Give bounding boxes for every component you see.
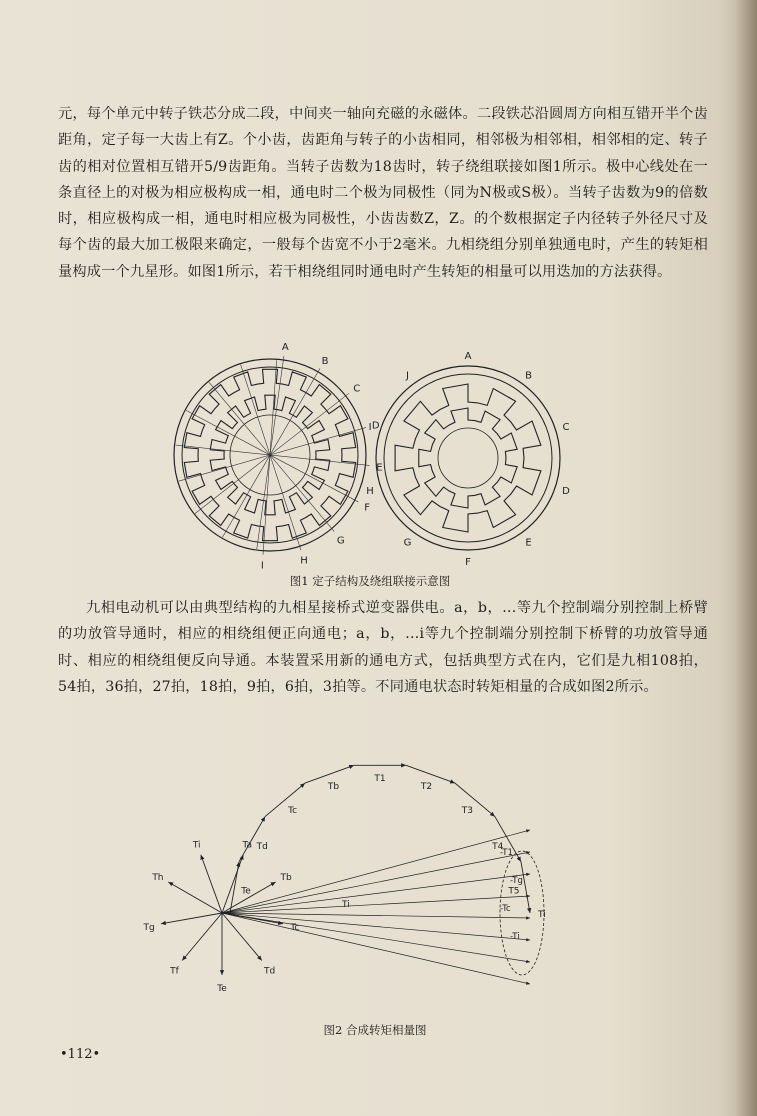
- arc-arrow-6: [406, 765, 455, 783]
- body-paragraph-1: 元，每个单元中转子铁芯分成二段，中间夹一轴向充磁的永磁体。二段铁芯沿圆周方向相互错开半个齿距角，定子每一大齿上有Z。个小齿，齿距角与转子的小齿相同，相邻极为相邻相，相邻相的定、转子齿的相对位置相互错开5/9齿距角。当转子齿数为18齿时，转子绕组联接如图1所示。极中心线处在一条直径上的对极为相应极构成一相，通电时二个极为同极性（同为N极或S极）。当转子齿数为9的倍数时，相应极构成一相，通电时相应极为同极性，小齿齿数Z，Z。的个数根据定子内径转子外径尺寸及每个齿的最大加工极限来确定，一般每个齿宽不小于2毫米。九相绕组分别单独通电时，产生的转矩相量构成一个九星形。如图1所示，若干相绕组同时通电时产生转矩的相量可以用迭加的方法获得。: [58, 106, 708, 280]
- phase-label-G: G: [336, 535, 345, 547]
- neg-label-3: -Ti: [510, 932, 520, 942]
- arc-label-8: T4: [492, 842, 504, 852]
- arc-label-6: T2: [420, 782, 433, 793]
- arc-label-4: Tb: [327, 782, 340, 793]
- phase-label-E: E: [376, 462, 383, 474]
- arc-label-2: Td: [256, 842, 268, 852]
- phase-label-F: F: [364, 502, 371, 514]
- phase-label-C: C: [353, 383, 361, 395]
- figure-1-stator-diagram: [170, 340, 590, 570]
- phase-label-H: H: [300, 555, 308, 567]
- right-stator: [366, 351, 570, 568]
- pole-label-B: B: [525, 370, 532, 382]
- left-stator: [174, 342, 383, 572]
- star-arrow-Td: [222, 913, 262, 960]
- neg-label-0: -T1: [500, 848, 513, 858]
- arc-label-9: T5: [508, 886, 520, 897]
- arc-arrow-9: [521, 862, 530, 913]
- resultant-1: [222, 830, 530, 913]
- star-arrow-Ta: [222, 855, 243, 913]
- pole-label-J: J: [405, 370, 409, 382]
- pole-label-I: I: [368, 422, 372, 434]
- phase-line-D: [179, 427, 366, 481]
- star-arrow-Ti: [201, 855, 222, 913]
- end-label: Ti: [538, 910, 546, 920]
- arc-arrow-3: [265, 783, 305, 816]
- pole-label-E: E: [525, 537, 532, 549]
- rotor-core: [438, 428, 498, 488]
- pole-label-A: A: [464, 351, 472, 362]
- star-label-Tg: Tg: [143, 922, 155, 933]
- rotor-teeth: [419, 408, 517, 508]
- star-label-Tc: Tc: [290, 922, 300, 933]
- figure-2-caption: 图2 合成转矩相量图: [323, 1023, 427, 1037]
- arc-label-1: Te: [241, 886, 251, 897]
- star-label-Tf: Tf: [170, 966, 179, 977]
- figure-2-vector-diagram: [143, 735, 590, 1025]
- phase-line-C: [195, 393, 349, 513]
- star-label-Td: Td: [263, 966, 276, 977]
- start-label: Ti: [342, 900, 350, 910]
- phase-label-B: B: [321, 355, 329, 367]
- arc-vectors: [222, 765, 546, 984]
- stator-teeth: [395, 384, 541, 532]
- neg-label-1: -Tg: [510, 876, 523, 886]
- neg-label-2: -Tc: [500, 904, 511, 914]
- resultant-3: [222, 874, 530, 913]
- star-label-Ti: Ti: [192, 840, 201, 851]
- pole-label-D: D: [562, 485, 570, 497]
- phase-line-B: [223, 368, 321, 537]
- arc-arrow-4: [305, 765, 354, 783]
- arc-label-3: Tc: [288, 805, 298, 816]
- arc-label-5: T1: [374, 774, 386, 784]
- star-vectors: [143, 840, 300, 994]
- star-label-Th: Th: [152, 873, 164, 883]
- page-spine-shadow: [735, 0, 757, 1116]
- star-arrow-Th: [168, 882, 222, 913]
- body-paragraph-2: 九相电动机可以由典型结构的九相星接桥式逆变器供电。a，b，…等九个控制端分别控制上桥臂的功放管导通时，相应的相绕组便正向通电；a，b，…i等九个控制端分别控制下桥臂的功放管导通时、相应的相绕组便反向导通。本装置采用新的通电方式，包括典型方式在内，它们是九相108拍，54拍，36拍，27拍，18拍，9拍，6拍，3拍等。不同通电状态时转矩相量的合成如图2所示。: [58, 600, 708, 695]
- star-label-Tb: Tb: [280, 873, 292, 883]
- phase-label-I: I: [260, 560, 264, 572]
- star-label-Te: Te: [217, 984, 227, 994]
- figure-1-caption: 图1 定子结构及绕组联接示意图: [289, 574, 451, 588]
- pole-label-F: F: [465, 557, 471, 568]
- arc-arrow-2: [239, 817, 265, 862]
- phase-label-A: A: [281, 342, 289, 354]
- star-arrow-Tf: [182, 913, 222, 960]
- pole-label-G: G: [403, 537, 412, 549]
- phase-label-D: D: [371, 420, 380, 432]
- resultant-4: [222, 896, 530, 913]
- star-arrow-Tg: [161, 913, 222, 924]
- star-label-Ta: Ta: [242, 840, 253, 851]
- pole-label-C: C: [562, 422, 570, 434]
- resultant-2: [222, 852, 530, 913]
- resultant-7: [222, 913, 530, 962]
- arc-label-7: T3: [461, 805, 474, 816]
- pole-label-H: H: [366, 485, 374, 497]
- page-number: •112•: [60, 1047, 101, 1062]
